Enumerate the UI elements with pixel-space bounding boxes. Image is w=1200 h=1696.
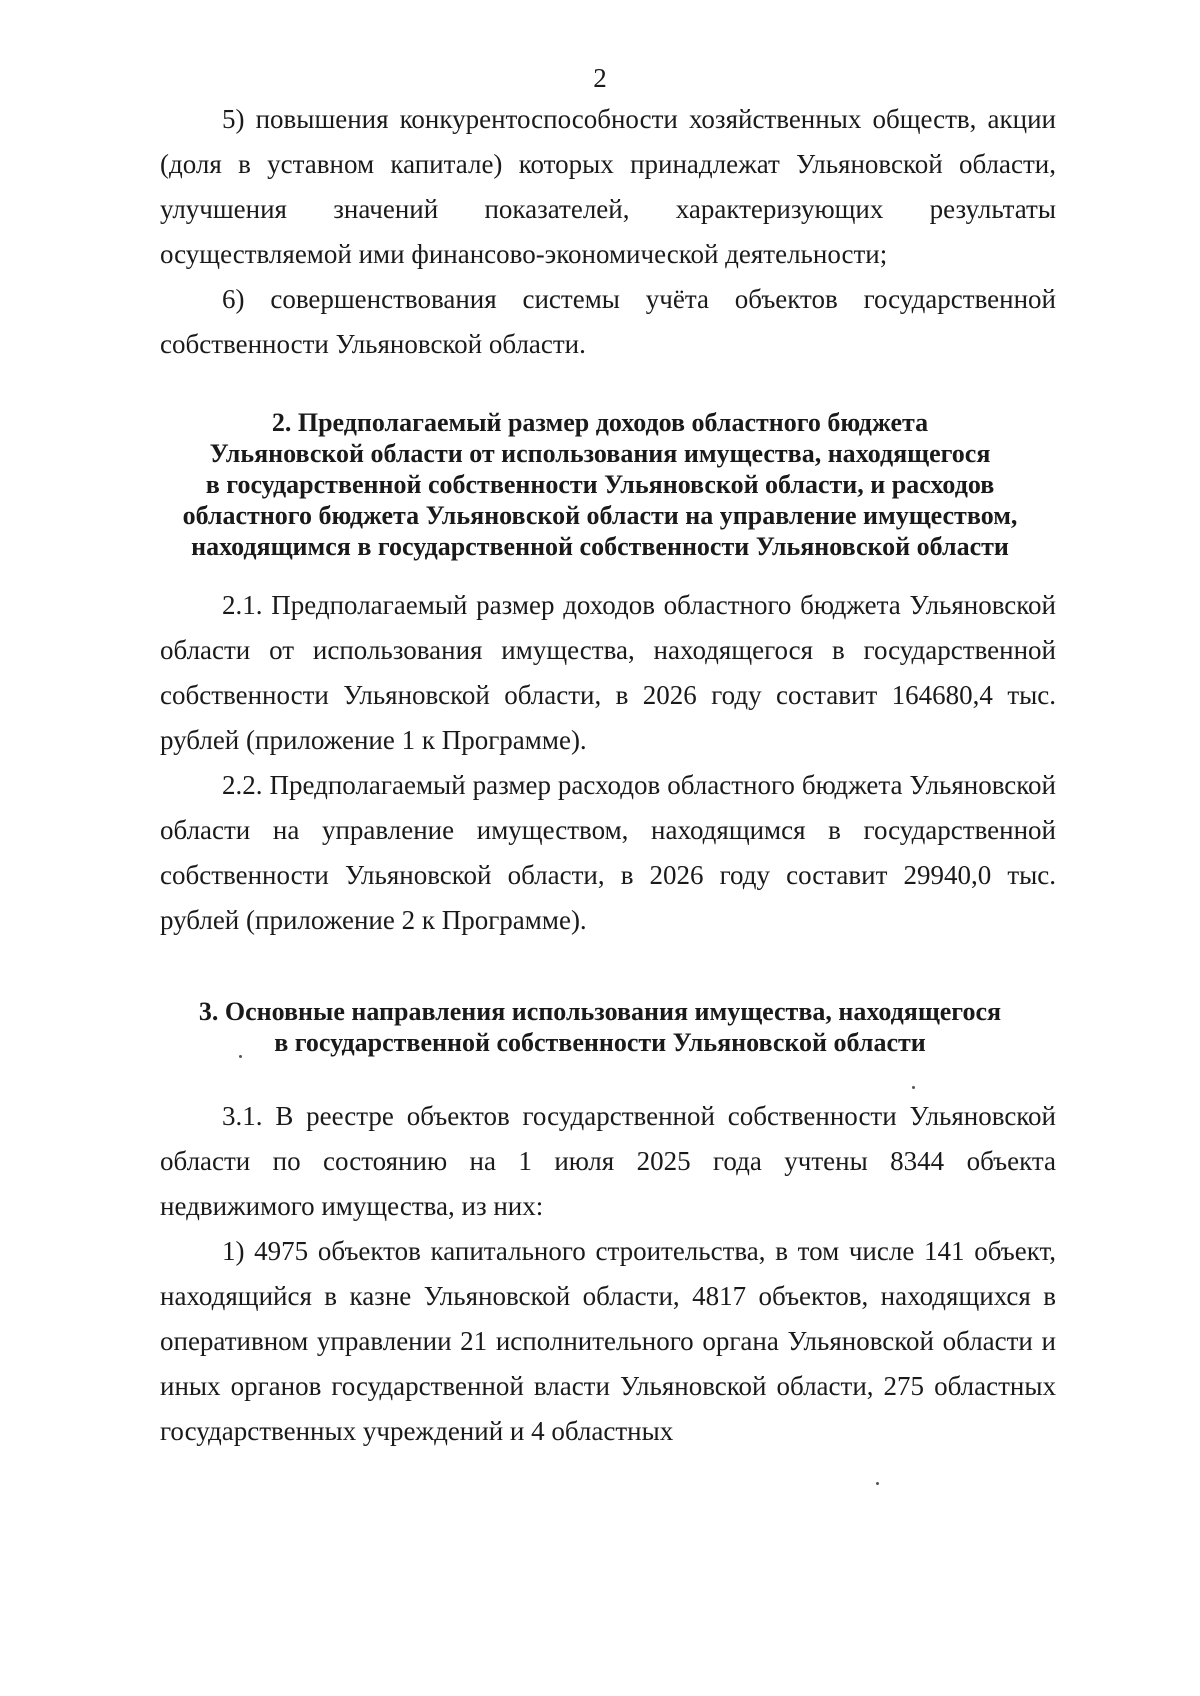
scan-speck — [912, 1086, 915, 1089]
heading-line: Ульяновской области от использования имущества, находящегося — [209, 439, 991, 468]
heading-line: находящимся в государственной собственности Ульяновской области — [191, 532, 1009, 561]
paragraph-3-1-item-1: 1) 4975 объектов капитального строительства, в том числе 141 объект, находящийся в казне Ульяновской области, 4817 объектов, находящихся в оперативном управлении 21 исполнительного органа Ульяновской области и иных органов государственной власти Ульяновской области, 275 областных государственных учреждений и 4 областных — [160, 1236, 1056, 1446]
paragraph-3-1: 3.1. В реестре объектов государственной собственности Ульяновской области по состоянию на 1 июля 2025 года учтены 8344 объекта недвижимого имущества, из них: — [160, 1101, 1056, 1221]
heading-line: 3. Основные направления использования имущества, находящегося — [198, 997, 1002, 1026]
paragraph-item-6: 6) совершенствования системы учёта объектов государственной собственности Ульяновской области. — [160, 284, 1056, 359]
section-3-body — [160, 1094, 1056, 1454]
heading-line: 2. Предполагаемый размер доходов областного бюджета — [271, 408, 929, 437]
paragraph-2-2: 2.2. Предполагаемый размер расходов областного бюджета Ульяновской области на управление имуществом, находящимся в государственной собственности Ульяновской области, в 2026 году составит 29940,0 тыс. рублей (приложение 2 к Программе). — [160, 770, 1056, 935]
scan-speck — [239, 1055, 242, 1058]
section-2-heading — [100, 407, 1100, 562]
paragraph-item-5: 5) повышения конкурентоспособности хозяйственных обществ, акции (доля в уставном капитале) которых принадлежат Ульяновской области, улучшения значений показателей, характеризующих результаты осуществляемой ими финансово-экономической деятельности; — [160, 104, 1056, 269]
heading-line: в государственной собственности Ульяновской области — [274, 1028, 926, 1057]
page-number: 2 — [593, 63, 607, 93]
heading-line: областного бюджета Ульяновской области на управление имуществом, — [182, 501, 1018, 530]
section-3-heading — [100, 996, 1100, 1058]
paragraph-2-1: 2.1. Предполагаемый размер доходов областного бюджета Ульяновской области от использования имущества, находящегося в государственной собственности Ульяновской области, в 2026 году составит 164680,4 тыс. рублей (приложение 1 к Программе). — [160, 590, 1056, 755]
body-block-1 — [160, 97, 1056, 367]
scan-speck — [876, 1482, 879, 1485]
heading-line: в государственной собственности Ульяновской области, и расходов — [205, 470, 995, 499]
section-2-body — [160, 583, 1056, 943]
